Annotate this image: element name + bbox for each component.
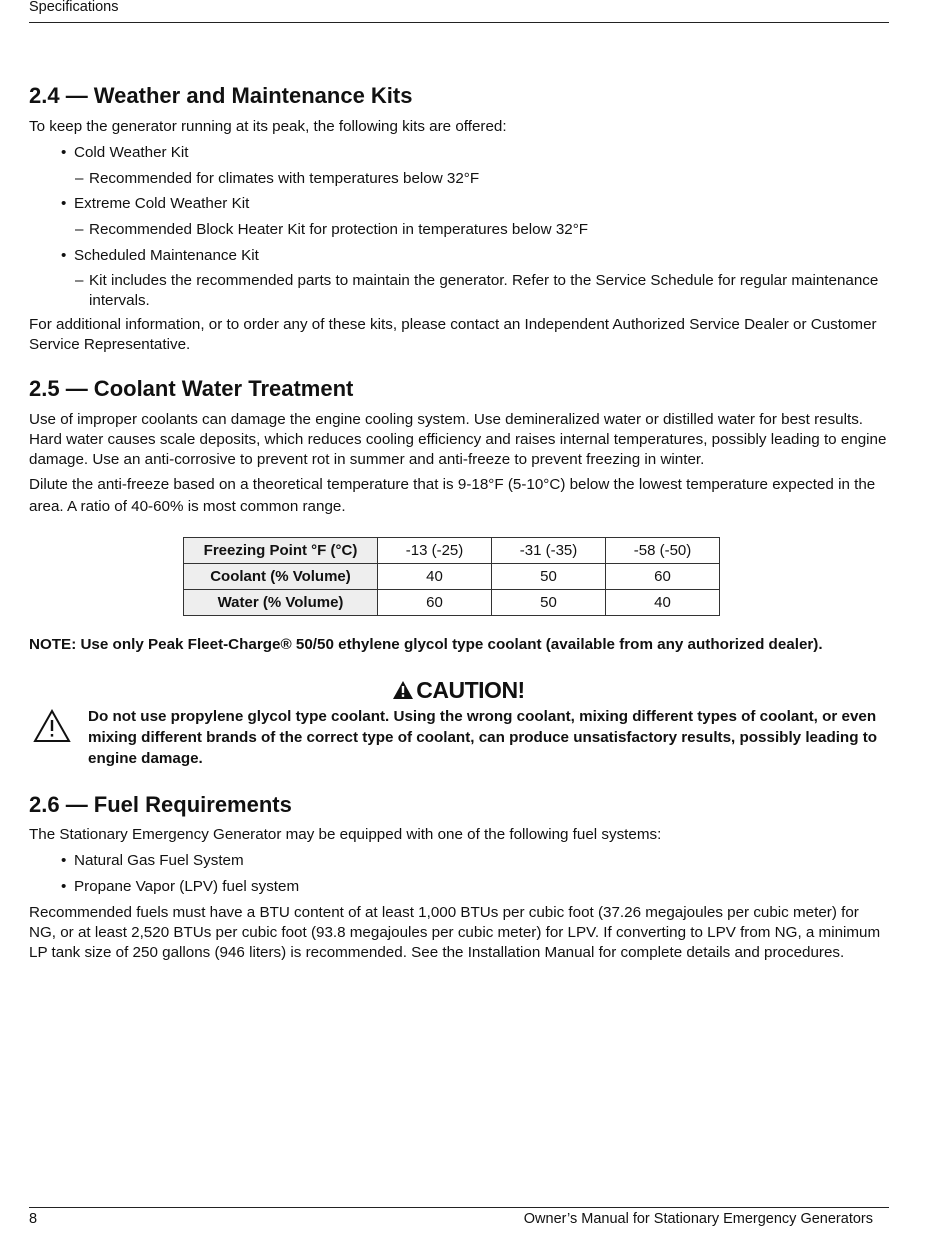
table-cell: -31 (-35): [492, 538, 606, 564]
caution-text: Do not use propylene glycol type coolant. Using the wrong coolant, mixing different types of coolant, or even mixing different brands of the correct type of coolant, can produce unsatisfactory results, possibly leading to engine damage.: [88, 708, 878, 767]
table-cell: 60: [378, 590, 492, 616]
coolant-note: NOTE: Use only Peak Fleet-Charge® 50/50 ethylene glycol type coolant (available from any authorized dealer).: [29, 636, 823, 653]
caution-outline-icon: [33, 709, 71, 747]
footer-title: Owner’s Manual for Stationary Emergency Generators: [523, 1211, 873, 1227]
kit-item: • Scheduled Maintenance Kit: [29, 246, 889, 266]
table-row: [184, 564, 720, 590]
table-row: [184, 590, 720, 616]
kit-detail: – Recommended Block Heater Kit for protection in temperatures below 32°F: [29, 220, 889, 240]
section-2-4-closing: For additional information, or to order any of these kits, please contact an Independent Authorized Service Dealer or Customer Service Representative.: [29, 316, 877, 353]
fuel-system-item: • Natural Gas Fuel System: [29, 851, 889, 871]
table-row: [184, 538, 720, 564]
table-cell: -58 (-50): [606, 538, 720, 564]
table-cell: 60: [606, 564, 720, 590]
kit-item: • Extreme Cold Weather Kit: [29, 194, 889, 214]
kit-item: • Cold Weather Kit: [29, 143, 889, 163]
section-2-6-para: Recommended fuels must have a BTU content of at least 1,000 BTUs per cubic foot (37.26 megajoules per cubic meter) for NG, or at least 2,520 BTUs per cubic foot (93.8 megajoules per cubic meter) for LPV. If converting to LPV from NG, a minimum LP tank size of 250 gallons (946 liters) is recommended. See the Installation Manual for complete details and procedures.: [29, 904, 881, 961]
warning-triangle-icon: [393, 678, 413, 705]
table-cell: -13 (-25): [378, 538, 492, 564]
footer-rule: [29, 1207, 889, 1208]
coolant-ratio-table: [183, 537, 720, 616]
kit-detail: – Kit includes the recommended parts to maintain the generator. Refer to the Service Schedule for regular maintenance intervals.: [29, 271, 889, 311]
header-rule: [29, 22, 889, 23]
section-2-6-intro: The Stationary Emergency Generator may be equipped with one of the following fuel systems:: [29, 826, 662, 843]
page-number: 8: [29, 1211, 38, 1227]
table-cell: 40: [606, 590, 720, 616]
caution-label: CAUTION!: [416, 677, 525, 703]
section-2-5-heading: 2.5 — Coolant Water Treatment: [29, 376, 354, 401]
kit-detail: – Recommended for climates with temperatures below 32°F: [29, 169, 889, 189]
section-2-4-heading: 2.4 — Weather and Maintenance Kits: [29, 83, 413, 108]
kits-list: [29, 143, 889, 311]
fuel-systems-list: [29, 851, 889, 897]
row-header: Freezing Point °F (°C): [184, 538, 378, 564]
section-2-5-para1: Use of improper coolants can damage the engine cooling system. Use demineralized water or distilled water for best results. Hard water causes scale deposits, which reduces cooling efficiency and raises internal temperatures, possibly leading to engine damage. Use an anti-corrosive to prevent rot in summer and anti-freeze to prevent freezing in winter.: [29, 411, 887, 468]
running-header: Specifications: [29, 0, 119, 15]
table-cell: 50: [492, 590, 606, 616]
row-header: Water (% Volume): [184, 590, 378, 616]
table-cell: 40: [378, 564, 492, 590]
caution-heading: [29, 677, 889, 705]
row-header: Coolant (% Volume): [184, 564, 378, 590]
fuel-system-item: • Propane Vapor (LPV) fuel system: [29, 877, 889, 897]
section-2-5-para2: Dilute the anti-freeze based on a theoretical temperature that is 9-18°F (5-10°C) below the lowest temperature expected in the area. A ratio of 40-60% is most common range.: [29, 476, 876, 515]
section-2-6-heading: 2.6 — Fuel Requirements: [29, 792, 292, 817]
section-2-4-intro: To keep the generator running at its peak, the following kits are offered:: [29, 118, 507, 135]
table-cell: 50: [492, 564, 606, 590]
